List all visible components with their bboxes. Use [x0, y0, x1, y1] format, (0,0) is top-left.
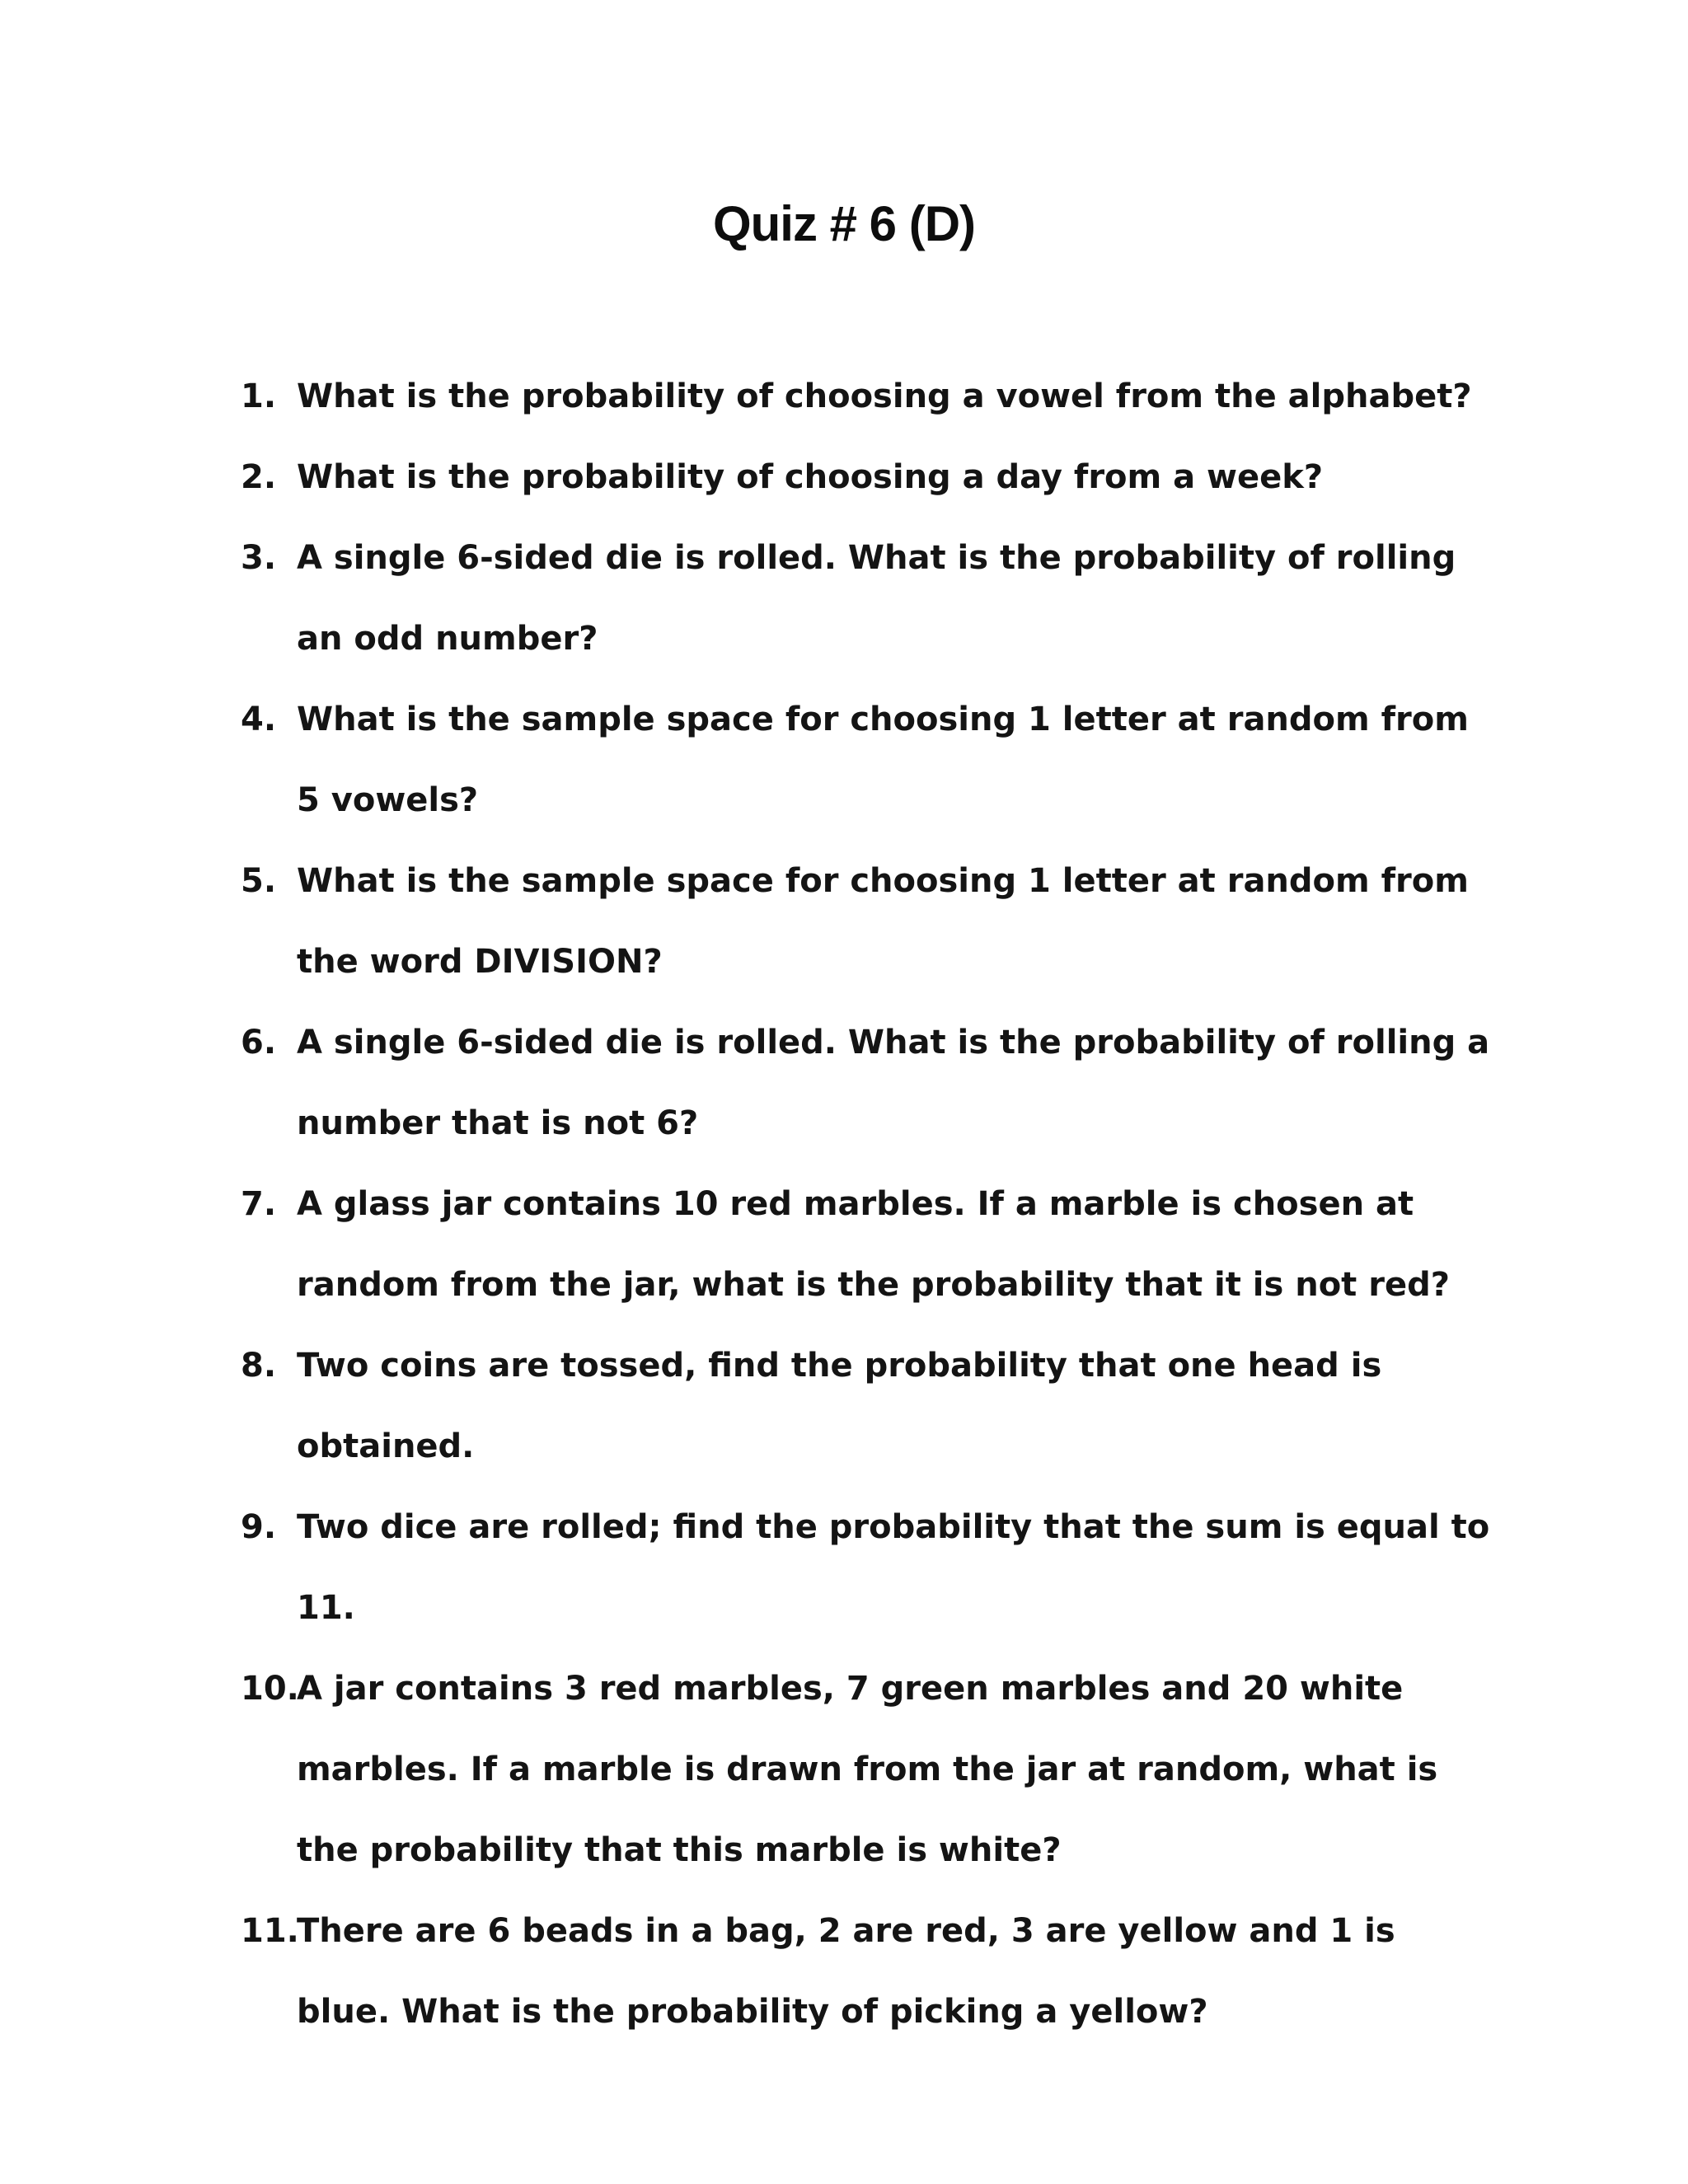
question-number: 11.: [241, 1912, 299, 1950]
question-number: 9.: [241, 1508, 277, 1546]
question-item: [241, 356, 1493, 437]
question-text: A single 6-sided die is rolled. What is the probability of rolling an odd number?: [297, 539, 1456, 658]
question-text: A single 6-sided die is rolled. What is the probability of rolling a number that is not 6?: [297, 1024, 1490, 1142]
question-item: [241, 1325, 1493, 1487]
question-number: 8.: [241, 1347, 277, 1385]
question-item: [241, 518, 1493, 679]
question-number: 7.: [241, 1185, 277, 1223]
question-item: [241, 1002, 1493, 1164]
page-title: Quiz # 6 (D): [712, 196, 976, 251]
question-item: [241, 1487, 1493, 1648]
question-number: 6.: [241, 1024, 277, 1062]
question-number: 10.: [241, 1670, 299, 1708]
question-number: 1.: [241, 377, 277, 415]
question-number: 2.: [241, 458, 277, 496]
question-item: [241, 1648, 1493, 1891]
question-list: [241, 356, 1493, 2052]
question-number: 4.: [241, 701, 277, 738]
question-item: [241, 437, 1493, 518]
question-item: [241, 841, 1493, 1002]
question-item: [241, 1164, 1493, 1325]
question-text: What is the probability of choosing a vowel from the alphabet?: [297, 377, 1472, 415]
question-number: 5.: [241, 862, 277, 900]
question-text: There are 6 beads in a bag, 2 are red, 3 are yellow and 1 is blue. What is the probability of picking a yellow?: [297, 1912, 1395, 2031]
question-text: What is the sample space for choosing 1 letter at random from the word DIVISION?: [297, 862, 1469, 981]
question-text: What is the sample space for choosing 1 letter at random from 5 vowels?: [297, 701, 1469, 819]
question-text: Two dice are rolled; find the probability that the sum is equal to 11.: [297, 1508, 1490, 1627]
question-number: 3.: [241, 539, 277, 577]
question-item: [241, 679, 1493, 841]
question-text: Two coins are tossed, find the probability that one head is obtained.: [297, 1347, 1382, 1465]
question-item: [241, 1891, 1493, 2052]
question-text: A glass jar contains 10 red marbles. If a marble is chosen at random from the jar, what is the probability that it is not red?: [297, 1185, 1450, 1304]
question-text: A jar contains 3 red marbles, 7 green marbles and 20 white marbles. If a marble is drawn from the jar at random, what is the probability that this marble is white?: [297, 1670, 1438, 1869]
question-text: What is the probability of choosing a day from a week?: [297, 458, 1324, 496]
